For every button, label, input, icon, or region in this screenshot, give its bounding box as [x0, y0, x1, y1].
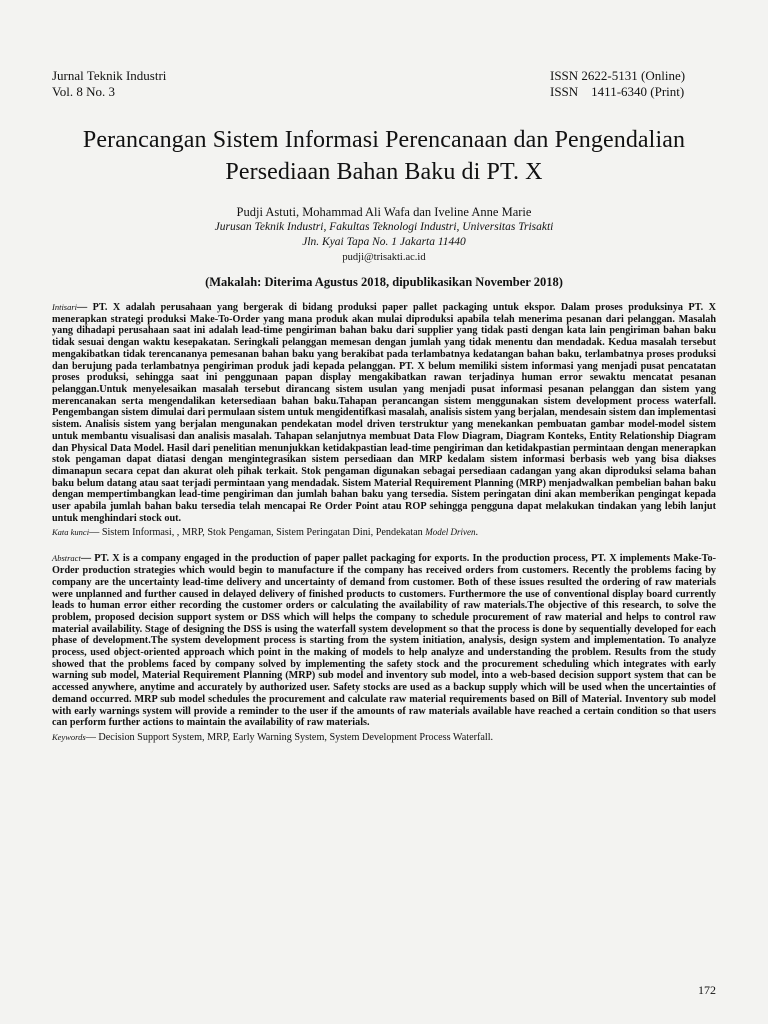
abstract-dash: — [80, 553, 95, 565]
issn-online: ISSN 2622-5131 (Online) [550, 68, 686, 83]
issn-print: ISSN 1411-6340 (Print) [550, 84, 685, 99]
kata-kunci-label: Kata kunci [52, 527, 90, 538]
intisari-label: Intisari [52, 302, 78, 313]
journal-volume: Vol. 8 No. 3 [52, 84, 115, 99]
intisari-paragraph [52, 302, 716, 524]
paper-title: Perancangan Sistem Informasi Perencanaan dan Pengendalian Persediaan Bahan Baku di PT. X [82, 127, 686, 185]
affiliation: Jurusan Teknik Industri, Fakultas Teknologi Industri, Universitas Trisakti [214, 221, 554, 234]
abstract-label: Abstract [52, 553, 81, 564]
intisari-dash: — [77, 302, 93, 314]
kata-kunci-end: . [475, 527, 479, 539]
page-number: 172 [698, 983, 716, 997]
journal-info [52, 68, 166, 100]
keywords-text: Decision Support System, MRP, Early Warning System, System Development Process Waterfall. [98, 731, 494, 743]
abstract-text: PT. X is a company engaged in the production of paper pallet packaging for exports. In the production process, PT. X implements Make-To-Order production strategies which would begin to manufacture if the company has received orders from customers. Recently the problems facing by company are the uncertainty lead-time delivery and uncertainty of demand from customer. Both of these issues resulted the ordering of raw materials were unplanned and further caused in delayed delivery of finished products to customers. Furthermore the use of conventional display board currently leads to human error either recording the customer orders or calculating the availability of raw materials.The objective of this research, to solve the problem, proposed decision support system or DSS which will helps the company to schedule procurement of raw material and helps to control raw material availability. Stage of designing the DSS is using the waterfall system development so that the process is done by sequentially developed for each phase of development.The system development process is starting from the system initiation, analysis, design system and implementation. To analyze process, used object-oriented approach which point in the making of models to help analyze and understanding the problem. Results from the study showed that the problems faced by company solved by implementing the safety stock and the procurement scheduling which integrates with early warning sub model, Material Requirement Planning (MRP) sub model and inventory sub model, into a web-based decision support system that can be accessed anywhere, anytime and accurately by authorized user. Safety stocks are used as a backup supply which will be used when the uncertainties of demand occurred. MRP sub model schedules the procurement and calculate raw material requirements based on Bill of Material. Inventory sub model with early warnings system will provide a reminder to the user if the amounts of raw materials available have reached a certain condition so that users can perform further actions to maintain the availability of raw materials. [52, 553, 717, 729]
keywords-dash: — [85, 731, 99, 743]
journal-header [52, 68, 716, 100]
journal-name: Jurnal Teknik Industri [52, 68, 167, 83]
paper-page [52, 68, 716, 998]
kata-kunci-line [52, 526, 716, 539]
kata-kunci-emph: Model Driven [425, 527, 476, 538]
intisari-text: PT. X adalah perusahaan yang bergerak di bidang produksi paper pallet packaging untuk ekspor. Dalam proses produksinya PT. X menerapkan strategi produksi Make-To-Order yang mana produk akan mulai diproduksi apabila telah menerima pesanan dari pelanggan. Masalah yang dihadapi perusahaan saat ini adalah lead-time pengiriman bahan baku dari supplier yang tidak pasti dengan kata lain pengiriman bahan baku tidak sesuai dengan waktu kesepakatan. Seringkali pelanggan memesan dengan jumlah yang tidak menentu dan mendadak. Kedua masalah tersebut mengakibatkan tidak terencananya pemesanan bahan baku yang berakibat pada terlambatnya kedatangan bahan baku, terlambatnya proses produksi dan berujung pada terlambatnya pengiriman produk jadi kepada pelanggan. PT. X belum memiliki sistem informasi yang menjadi pusat pencatatan proses produksi, sehingga saat ini penggunaan papan display mengakibatkan rawan terjadinya human error sewaktu mencatat pesanan pelanggan.Untuk menyelesaikan masalah tersebut dirancang sistem usulan yang menjadi pusat informasi pesanan pelanggan dan sistem yang merencanakan serta mengendalikan ketersediaan bahan baku.Tahapan perancangan sistem menggunakan sistem development process waterfall. Pengembangan sistem dimulai dari permulaan sistem untuk mengidentifkasi masalah, analisis sistem yang berjalan, mendesain sistem dan implementasi sistem. Analisis sistem yang berjalan mengunakan pendekatan model driven terstruktur yang menekankan pembuatan gambar model-model sistem untuk membantu visualisasi dan analisis masalah. Tahapan selanjutnya membuat Data Flow Diagram, Diagram Konteks, Entity Relationship Diagram dan Physical Data Model. Hasil dari penelitian menunjukkan ketidakpastian lead-time pengiriman dan ketidakpastian permintaan dengan menerapkan stok pengaman dapat diatasi dengan mengintegrasikan sistem persediaan dan MRP kedalam sistem informasi berbasis web yang bisa diakses dimanapun secara cepat dan akurat oleh pihak terkait. Stok pengaman digunakan sebagai persediaan cadangan yang akan diproduksi selama bahan baku belum datang atau saat terjadi permintaan yang mendadak. Sistem Material Requirement Planning (MRP) menjadwalkan pembelian bahan baku dengan mempertimbangkan lead-time pengiriman dan jumlah bahan baku yang tersedia. Sistem peringatan dini akan memberikan pengingat kepada user apabila jumlah bahan baku tersedia telah mencapai Re Order Point atau ROP sehingga pengguna dapat melakukan tindakan yang lebih lanjut untuk menghindari stock out. [52, 302, 716, 524]
keywords-line [52, 731, 716, 744]
author-email: pudji@trisakti.ac.id [342, 252, 426, 264]
keywords-label: Keywords [52, 731, 86, 742]
authors: Pudji Astuti, Mohammad Ali Wafa dan Iveline Anne Marie [236, 205, 532, 220]
kata-kunci-text: Sistem Informasi, , MRP, Stok Pengaman, Sistem Peringatan Dini, Pendekatan [101, 527, 426, 539]
issn-info [550, 68, 716, 100]
address: Jln. Kyai Tapa No. 1 Jakarta 11440 [302, 236, 466, 249]
abstract-paragraph [52, 553, 716, 729]
publication-dates: (Makalah: Diterima Agustus 2018, dipublikasikan November 2018) [205, 275, 563, 290]
kata-kunci-dash: — [89, 527, 102, 539]
